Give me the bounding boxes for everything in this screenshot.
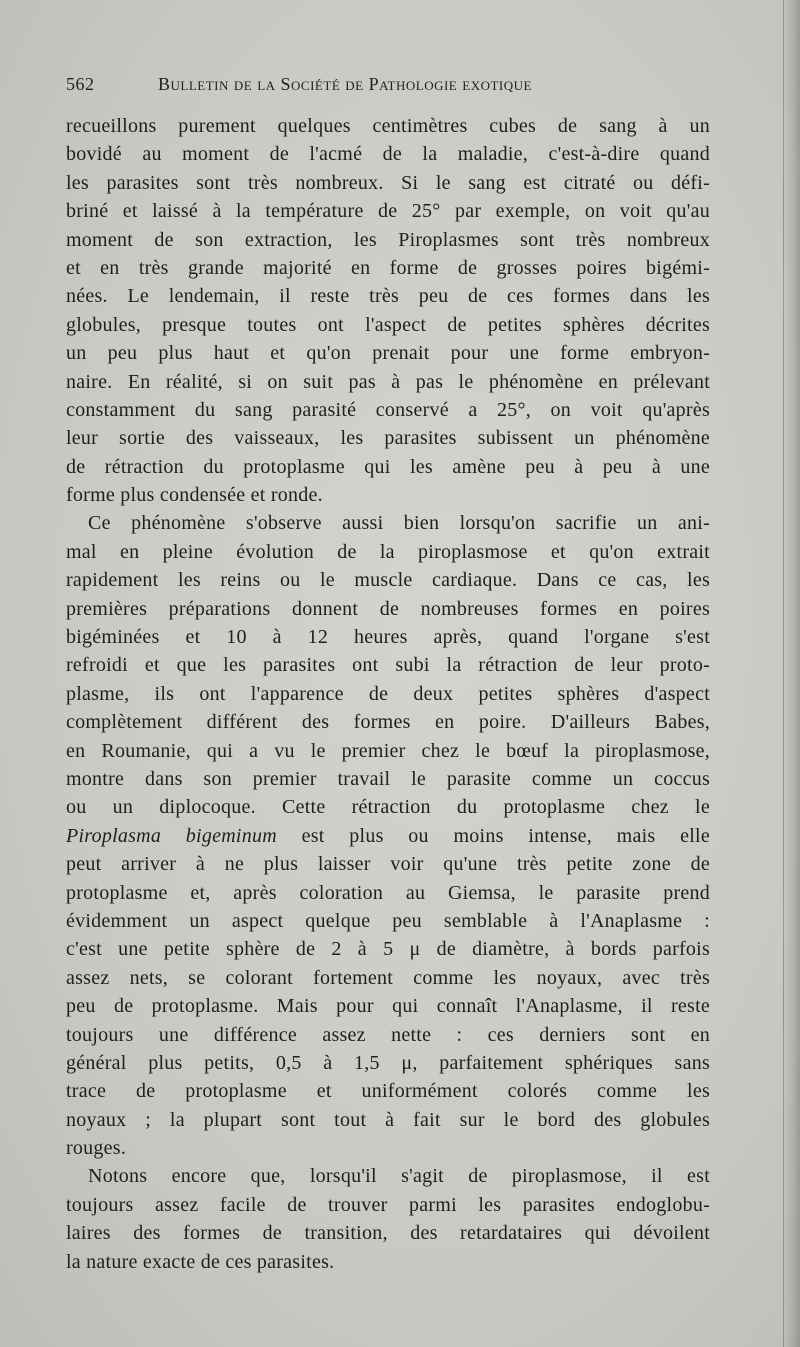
paragraph-end-line: forme plus condensée et ronde.: [66, 484, 323, 507]
text-line: refroidi et que les parasites ont subi la rétraction de leur proto-: [66, 654, 710, 677]
page-edge-shadow: [782, 0, 800, 1347]
text-line: globules, presque toutes ont l'aspect de petites sphères décrites: [66, 313, 710, 336]
taxon-line-rest: est plus ou moins intense, mais elle: [276, 824, 710, 847]
text-line: général plus petits, 0,5 à 1,5 μ, parfaitement sphériques sans: [66, 1051, 710, 1074]
text-line: briné et laissé à la température de 25° par exemple, on voit qu'au: [66, 200, 710, 223]
text-line: toujours assez facile de trouver parmi les parasites endoglobu-: [66, 1193, 710, 1216]
taxon-name: Piroplasma bigeminum: [66, 824, 277, 847]
text-line: leur sortie des vaisseaux, les parasites subissent un phénomène: [66, 427, 710, 450]
text-line: toujours une différence assez nette : ces derniers sont en: [66, 1023, 710, 1046]
text-line: constamment du sang parasité conservé a 25°, on voit qu'après: [66, 398, 710, 421]
text-line: peut arriver à ne plus laisser voir qu'une très petite zone de: [66, 853, 710, 876]
body-text: [66, 112, 710, 1276]
text-line: laires des formes de transition, des retardataires qui dévoilent: [66, 1222, 710, 1245]
text-line: rapidement les reins ou le muscle cardiaque. Dans ce cas, les: [66, 569, 710, 592]
journal-title: Bulletin de la Société de Pathologie exotique: [158, 74, 532, 94]
text-line: de rétraction du protoplasme qui les amène peu à peu à une: [66, 455, 710, 478]
text-line: moment de son extraction, les Piroplasmes sont très nombreux: [66, 228, 710, 251]
text-line: nées. Le lendemain, il reste très peu de ces formes dans les: [66, 285, 710, 308]
paragraph-start-line: Ce phénomène s'observe aussi bien lorsqu'on sacrifie un ani-: [88, 512, 710, 535]
text-line: recueillons purement quelques centimètres cubes de sang à un: [66, 115, 710, 137]
text-line: un peu plus haut et qu'on prenait pour une forme embryon-: [66, 342, 710, 365]
text-line: en Roumanie, qui a vu le premier chez le bœuf la piroplasmose,: [66, 739, 710, 762]
text-line: montre dans son premier travail le parasite comme un coccus: [66, 767, 710, 790]
paragraph-end-line: la nature exacte de ces parasites.: [66, 1250, 335, 1273]
text-line: les parasites sont très nombreux. Si le sang est citraté ou défi-: [66, 171, 710, 194]
text-line: ou un diplocoque. Cette rétraction du protoplasme chez le: [66, 796, 710, 819]
page-number: 562: [66, 74, 95, 94]
text-line: assez nets, se colorant fortement comme les noyaux, avec très: [66, 966, 710, 989]
text-line: peu de protoplasme. Mais pour qui connaît l'Anaplasme, il reste: [66, 995, 710, 1018]
text-line: bigéminées et 10 à 12 heures après, quand l'organe s'est: [66, 626, 710, 649]
text-line: noyaux ; la plupart sont tout à fait sur le bord des globules: [66, 1108, 710, 1131]
page-edge-line: [783, 0, 784, 1347]
text-line: évidemment un aspect quelque peu semblable à l'Anaplasme :: [66, 909, 710, 932]
text-line: protoplasme et, après coloration au Giemsa, le parasite prend: [66, 881, 710, 904]
text-line: plasme, ils ont l'apparence de deux petites sphères d'aspect: [66, 682, 710, 705]
paragraph-end-line: rouges.: [66, 1137, 127, 1160]
text-line: naire. En réalité, si on suit pas à pas le phénomène en prélevant: [66, 370, 710, 393]
running-head: [66, 72, 746, 102]
text-line: mal en pleine évolution de la piroplasmose et qu'on extrait: [66, 540, 710, 563]
text-line: bovidé au moment de l'acmé de la maladie, c'est-à-dire quand: [66, 143, 710, 166]
text-line: premières préparations donnent de nombreuses formes en poires: [66, 597, 710, 620]
text-line: et en très grande majorité en forme de grosses poires bigémi-: [66, 256, 710, 279]
italic-taxon-line: [66, 822, 710, 850]
text-line: c'est une petite sphère de 2 à 5 μ de diamètre, à bords parfois: [66, 938, 710, 961]
text-line: complètement différent des formes en poire. D'ailleurs Babes,: [66, 711, 710, 734]
paragraph-start-line: Notons encore que, lorsqu'il s'agit de piroplasmose, il est: [88, 1165, 710, 1188]
text-line: trace de protoplasme et uniformément colorés comme les: [66, 1080, 710, 1103]
